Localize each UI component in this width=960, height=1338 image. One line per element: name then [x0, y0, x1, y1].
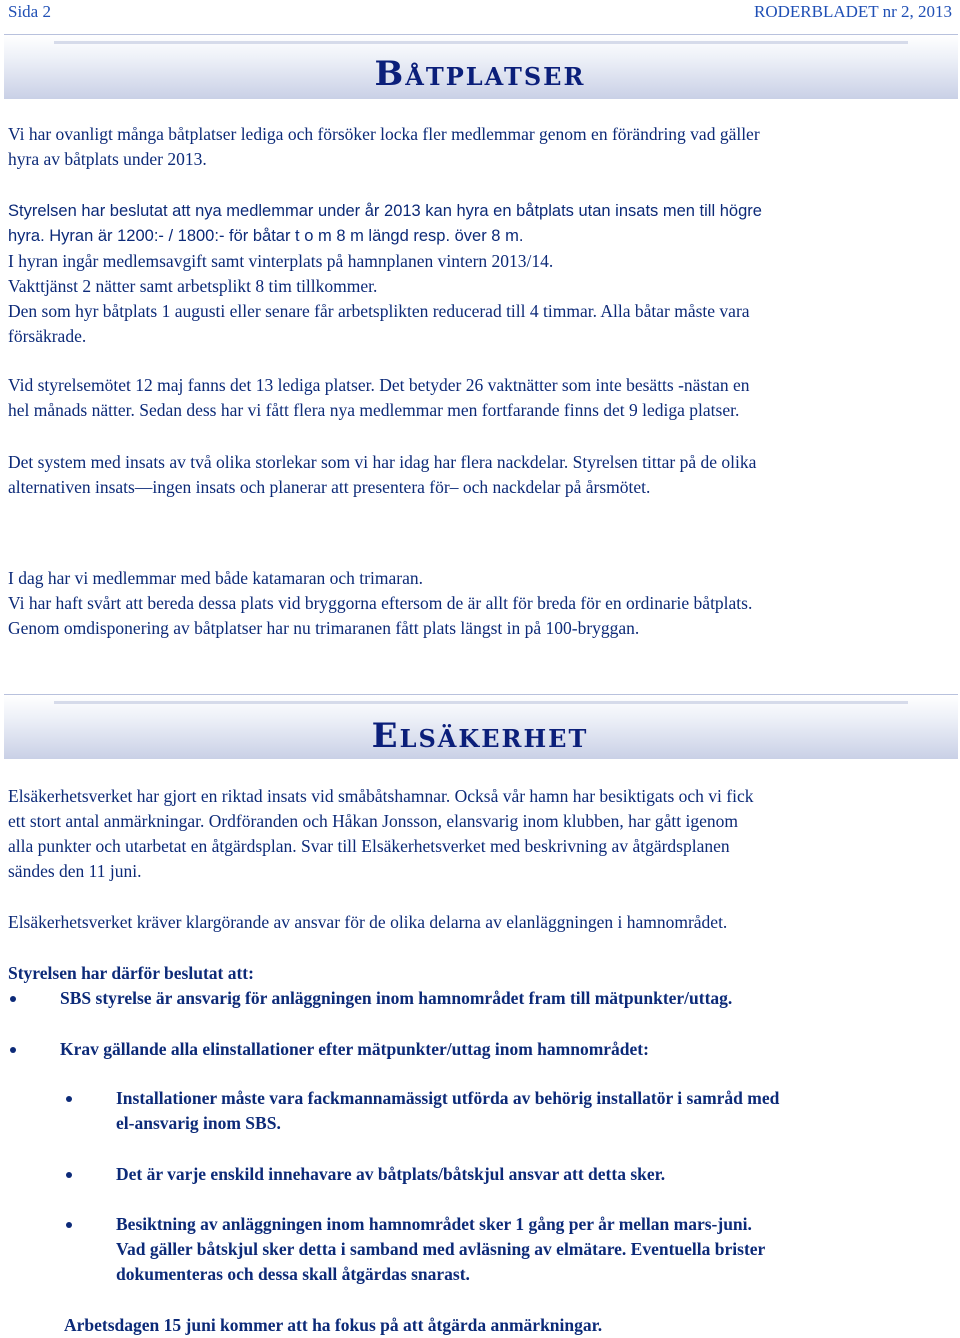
text-line: Besiktning av anläggningen inom hamnområdet sker 1 gång per år mellan mars-juni. — [116, 1214, 752, 1234]
list-item: Det är varje enskild innehavare av båtplats/båtskjul ansvar att detta sker. — [116, 1164, 666, 1184]
section-title-elsakerhet: Elsäkerhet — [371, 716, 589, 756]
decision-heading: Styrelsen har därför beslutat att: — [8, 963, 254, 983]
text-line: Vi har haft svårt att bereda dessa plats vid bryggorna eftersom de är allt för breda för en ordinarie båtplats. — [8, 593, 753, 613]
bullet-icon — [66, 1096, 72, 1102]
issue-label: RODERBLADET nr 2, 2013 — [753, 2, 952, 21]
text-line: Vid styrelsemötet 12 maj fanns det 13 lediga platser. Det betyder 26 vaktnätter som inte besätts -nästan en — [8, 375, 750, 395]
text-line: Elsäkerhetsverket har gjort en riktad insats vid småbåtshamnar. Också vår hamn har besiktigats och vi fick — [8, 786, 754, 806]
text-line: Den som hyr båtplats 1 augusti eller senare får arbetsplikten reducerad till 4 timmar. Alla båtar måste vara — [8, 301, 750, 321]
paragraph — [8, 249, 952, 349]
text-line: hel månads nätter. Sedan dess har vi fått flera nya medlemmar men fortfarande finns det 9 lediga platser. — [8, 400, 740, 420]
section-title-batplatser: Båtplatser — [374, 54, 586, 94]
text-line: sändes den 11 juni. — [8, 861, 142, 881]
text-line: Installationer måste vara fackmannamässigt utförda av behörig installatör i samråd med — [116, 1088, 780, 1108]
text-line: försäkrade. — [8, 326, 87, 346]
paragraph — [8, 450, 952, 500]
text-line: alla punkter och utarbetat en åtgärdsplan. Svar till Elsäkerhetsverket med beskrivning av åtgärdsplanen — [8, 836, 730, 856]
paragraph — [8, 122, 952, 172]
page-header — [8, 2, 952, 24]
text-line: Genom omdisponering av båtplatser har nu trimaranen fått plats längst in på 100-bryggan. — [8, 618, 640, 638]
paragraph: Elsäkerhetsverket kräver klargörande av ansvar för de olika delarna av elanläggningen i hamnområdet. — [8, 912, 728, 932]
text-line: ett stort antal anmärkningar. Ordföranden och Håkan Jonsson, elansvarig inom klubben, har gått igenom — [8, 811, 738, 831]
paragraph — [8, 566, 952, 641]
text-line: Vi har ovanligt många båtplatser lediga och försöker locka fler medlemmar genom en förändring vad gäller — [8, 124, 760, 144]
text-line: hyra. Hyran är 1200:- / 1800:- för båtar t o m 8 m längd resp. över 8 m. — [8, 227, 524, 245]
text-line: Vad gäller båtskjul sker detta i samband med avläsning av elmätare. Eventuella brister — [116, 1239, 766, 1259]
page-number: Sida 2 — [8, 2, 51, 21]
text-line: I dag har vi medlemmar med både katamaran och trimaran. — [8, 568, 423, 588]
text-line: alternativen insats—ingen insats och planerar att presentera för– och nackdelar på årsmötet. — [8, 477, 651, 497]
text-line: hyra av båtplats under 2013. — [8, 149, 207, 169]
paragraph — [8, 784, 952, 884]
list-item — [116, 1086, 946, 1136]
paragraph — [8, 199, 952, 249]
text-line: dokumenteras och dessa skall åtgärdas snarast. — [116, 1264, 470, 1284]
bullet-icon — [10, 1047, 16, 1053]
text-line: Det system med insats av två olika storlekar som vi har idag har flera nackdelar. Styrelsen tittar på de olika — [8, 452, 757, 472]
bullet-icon — [66, 1222, 72, 1228]
bullet-icon — [10, 996, 16, 1002]
text-line: el-ansvarig inom SBS. — [116, 1113, 281, 1133]
list-item — [116, 1212, 946, 1287]
list-item: Krav gällande alla elinstallationer efter mätpunkter/uttag inom hamnområdet: — [60, 1039, 649, 1059]
text-line: Vakttjänst 2 nätter samt arbetsplikt 8 tim tillkommer. — [8, 276, 378, 296]
text-line: Styrelsen har beslutat att nya medlemmar under år 2013 kan hyra en båtplats utan insats men till högre — [8, 202, 762, 220]
closing-note: Arbetsdagen 15 juni kommer att ha fokus på att åtgärda anmärkningar. — [64, 1315, 603, 1335]
paragraph — [8, 373, 952, 423]
list-item: SBS styrelse är ansvarig för anläggningen inom hamnområdet fram till mätpunkter/uttag. — [60, 988, 733, 1008]
bullet-icon — [66, 1172, 72, 1178]
text-line: I hyran ingår medlemsavgift samt vinterplats på hamnplanen vintern 2013/14. — [8, 251, 554, 271]
